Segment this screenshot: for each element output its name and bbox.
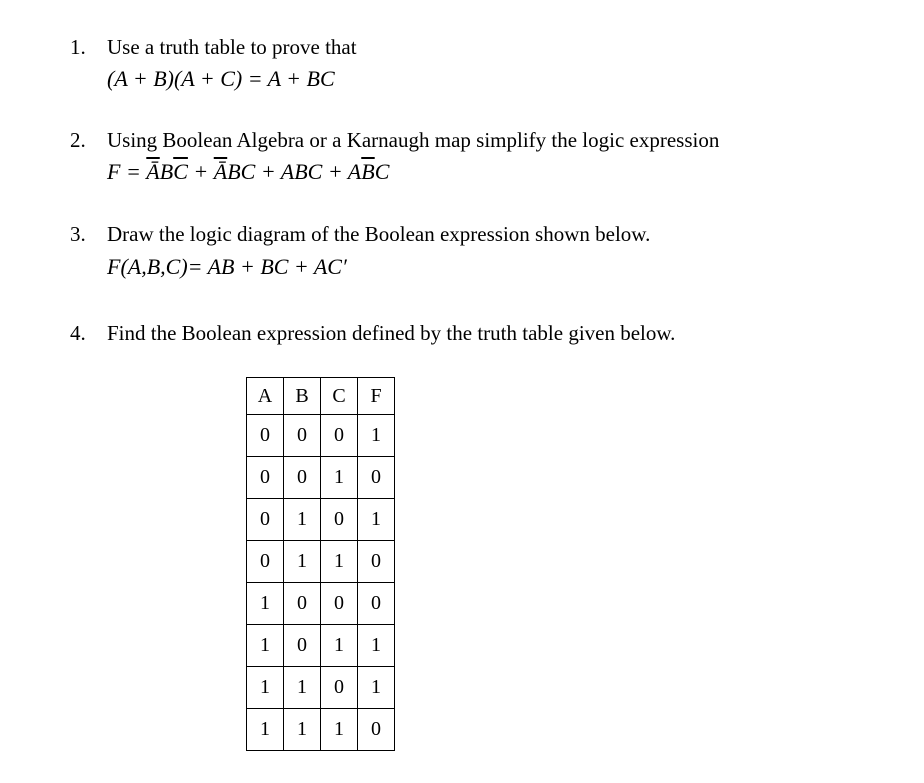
cell-f: 0: [358, 541, 395, 583]
cell-b: 0: [284, 583, 321, 625]
cell-c: 0: [321, 499, 358, 541]
cell-a: 0: [247, 541, 284, 583]
question-3-number: 3.: [70, 222, 86, 246]
question-4-text: Find the Boolean expression defined by the truth table given below.: [107, 321, 676, 345]
question-3-text: Draw the logic diagram of the Boolean expression shown below.: [107, 222, 651, 246]
cell-b: 1: [284, 709, 321, 751]
cell-f: 0: [358, 709, 395, 751]
cell-a: 1: [247, 667, 284, 709]
cell-c: 1: [321, 541, 358, 583]
question-4-number: 4.: [70, 321, 86, 345]
cell-f: 0: [358, 583, 395, 625]
cell-c: 1: [321, 709, 358, 751]
cell-f: 1: [358, 415, 395, 457]
question-1-expression: (A + B)(A + C) = A + BC: [107, 66, 335, 91]
cell-a: 0: [247, 457, 284, 499]
question-3-expression: F(A,B,C)= AB + BC + AC′: [107, 254, 347, 279]
cell-a: 1: [247, 709, 284, 751]
truth-table-header: [247, 378, 395, 415]
cell-f: 0: [358, 457, 395, 499]
header-b: B: [284, 378, 321, 415]
question-2-text: Using Boolean Algebra or a Karnaugh map simplify the logic expression: [107, 128, 720, 152]
cell-b: 0: [284, 457, 321, 499]
cell-b: 1: [284, 667, 321, 709]
cell-f: 1: [358, 625, 395, 667]
question-1-number: 1.: [70, 35, 86, 59]
question-1-text: Use a truth table to prove that: [107, 35, 357, 59]
cell-f: 1: [358, 499, 395, 541]
truth-table: [246, 377, 395, 751]
cell-b: 1: [284, 499, 321, 541]
cell-c: 1: [321, 457, 358, 499]
table-row: [247, 541, 395, 583]
cell-f: 1: [358, 667, 395, 709]
table-row: [247, 415, 395, 457]
cell-a: 1: [247, 625, 284, 667]
cell-b: 0: [284, 625, 321, 667]
cell-a: 1: [247, 583, 284, 625]
header-c: C: [321, 378, 358, 415]
cell-c: 1: [321, 625, 358, 667]
table-row: [247, 457, 395, 499]
question-2-expression: $F = \overline{Ā}B\overline{C} + \overline{Ā}BC$ + ABC + $A\overline{B}C$: [107, 159, 390, 184]
table-row: [247, 499, 395, 541]
header-a: A: [247, 378, 284, 415]
question-2-number: 2.: [70, 128, 86, 152]
table-row: [247, 625, 395, 667]
header-f: F: [358, 378, 395, 415]
cell-b: 0: [284, 415, 321, 457]
cell-c: 0: [321, 415, 358, 457]
table-row: [247, 709, 395, 751]
cell-a: 0: [247, 499, 284, 541]
cell-c: 0: [321, 583, 358, 625]
table-row: [247, 583, 395, 625]
table-row: [247, 667, 395, 709]
cell-c: 0: [321, 667, 358, 709]
cell-b: 1: [284, 541, 321, 583]
cell-a: 0: [247, 415, 284, 457]
